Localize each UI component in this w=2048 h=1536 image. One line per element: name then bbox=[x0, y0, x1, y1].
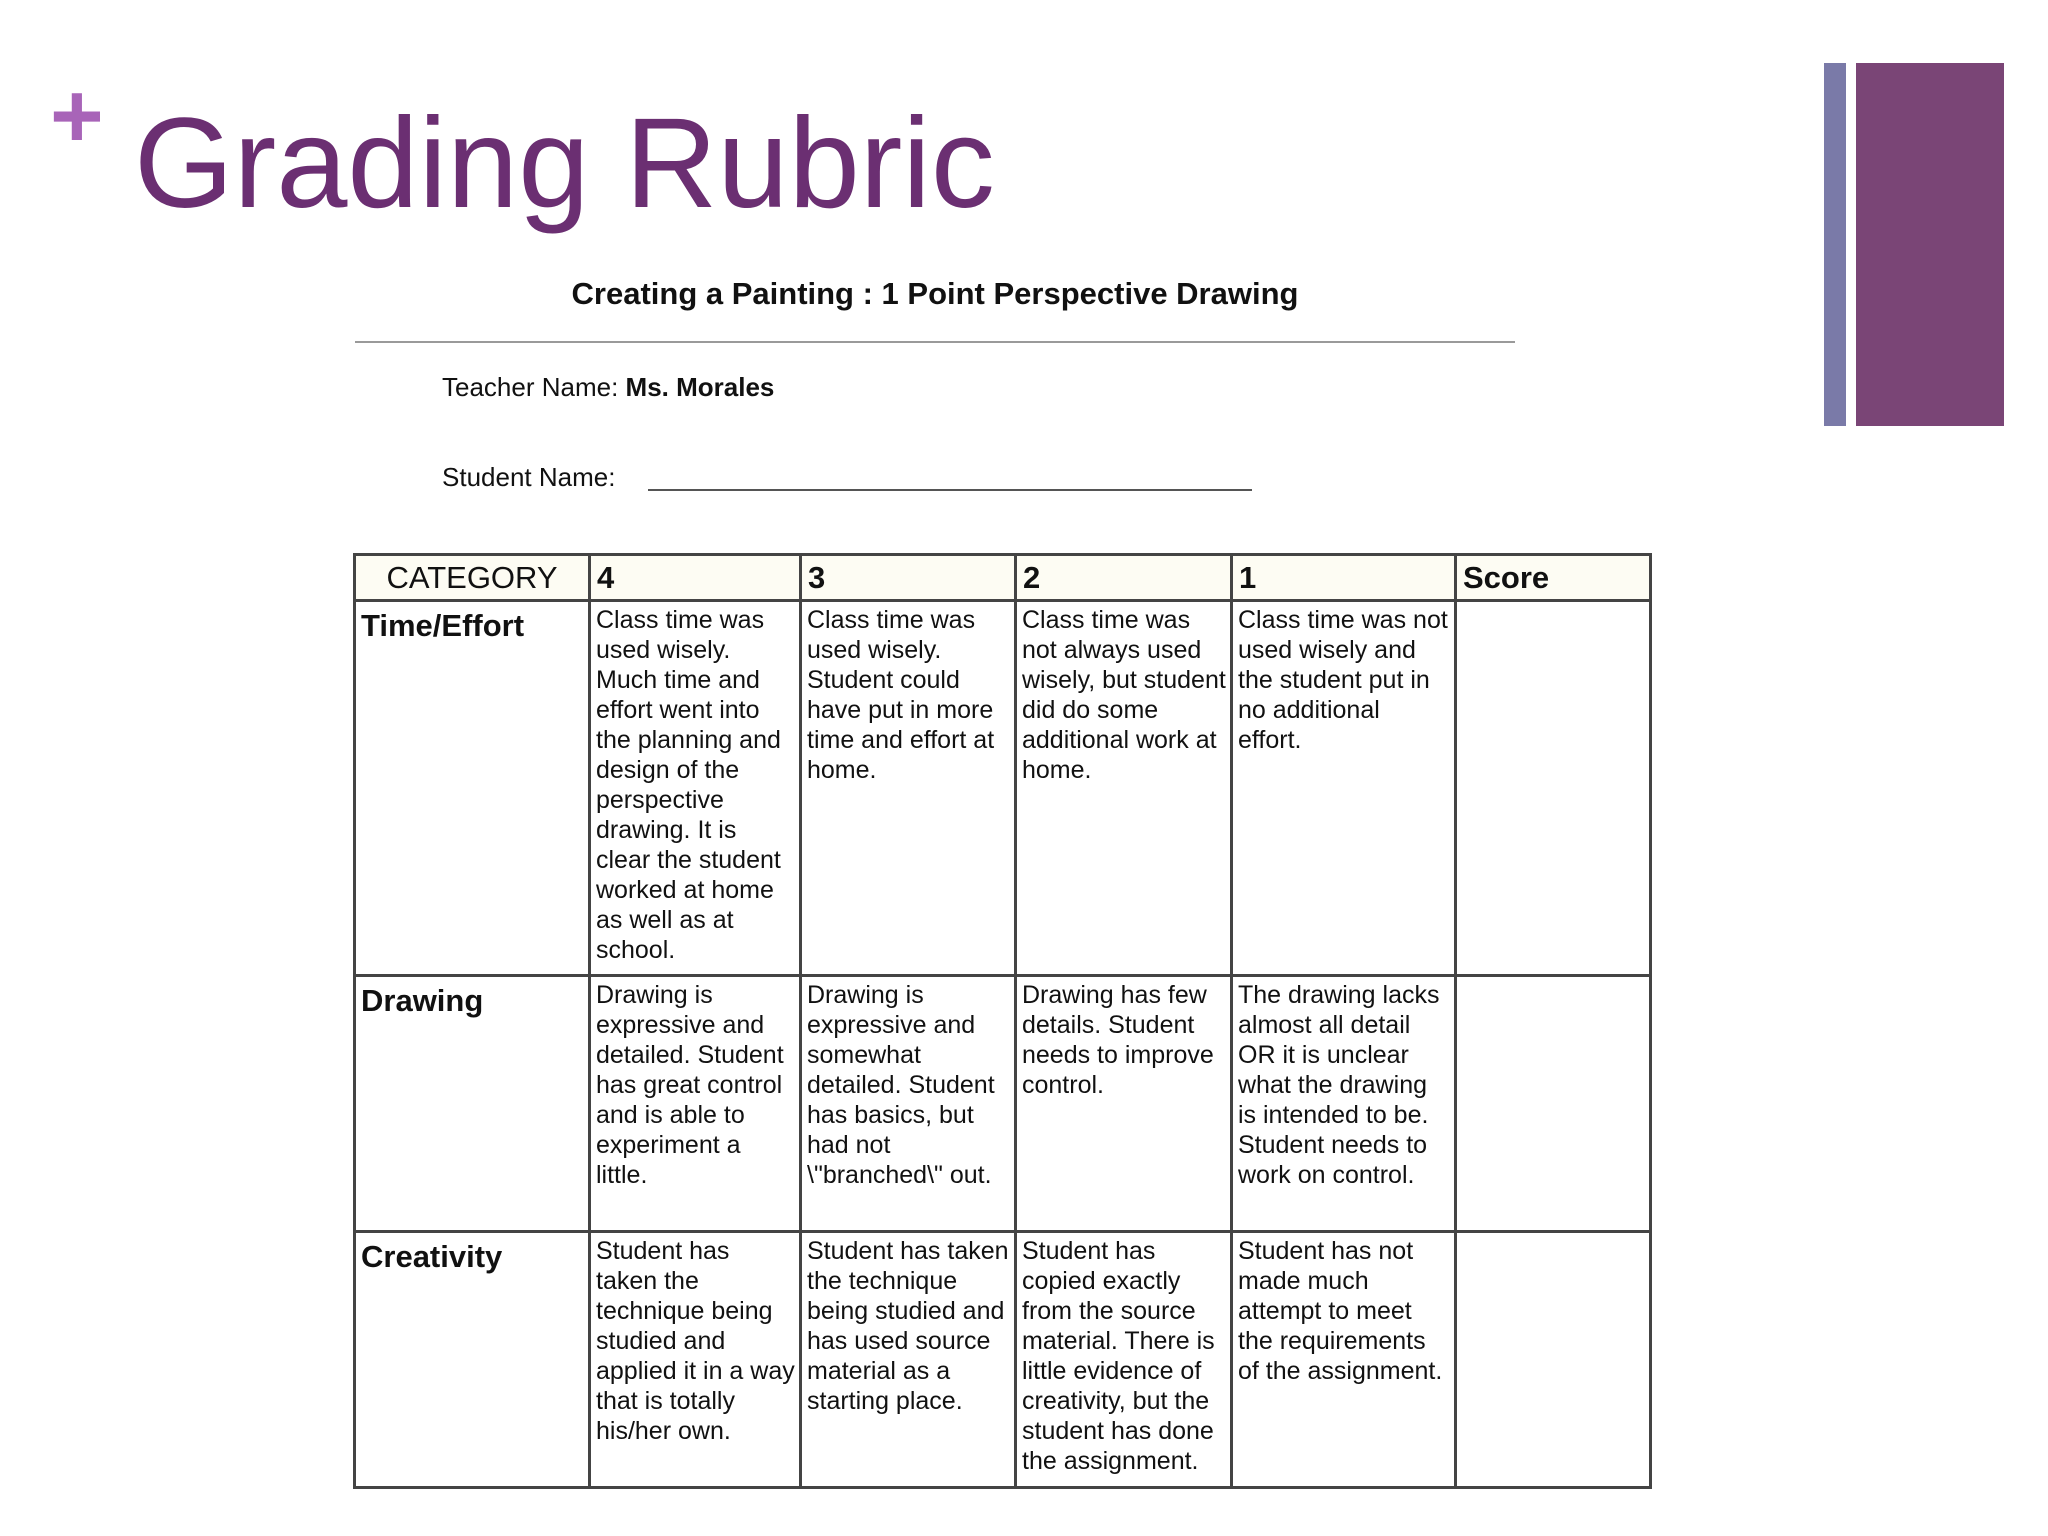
score-cell[interactable] bbox=[1456, 601, 1651, 976]
score-cell[interactable] bbox=[1456, 1232, 1651, 1488]
student-name-label: Student Name: bbox=[442, 462, 616, 492]
criteria-cell-level-3: Drawing is expressive and somewhat detailed. Student has basics, but had not \"branched\" out. bbox=[801, 976, 1016, 1232]
title-divider bbox=[355, 341, 1515, 343]
rubric-table bbox=[353, 553, 1652, 1489]
criteria-cell-level-2: Student has copied exactly from the source material. There is little evidence of creativity, but the student has done the assignment. bbox=[1016, 1232, 1232, 1488]
header-level-4: 4 bbox=[590, 555, 801, 601]
decorative-bar-thick bbox=[1856, 63, 2004, 426]
teacher-name-label: Teacher Name: bbox=[442, 372, 619, 402]
teacher-name-value: Ms. Morales bbox=[625, 372, 775, 402]
category-cell: Creativity bbox=[355, 1232, 590, 1488]
rubric-header-row bbox=[355, 555, 1651, 601]
criteria-cell-level-1: Class time was not used wisely and the student put in no additional effort. bbox=[1232, 601, 1456, 976]
criteria-cell-level-1: Student has not made much attempt to meet the requirements of the assignment. bbox=[1232, 1232, 1456, 1488]
criteria-cell-level-4: Student has taken the technique being studied and applied it in a way that is totally his/her own. bbox=[590, 1232, 801, 1488]
table-row bbox=[355, 1232, 1651, 1488]
table-row bbox=[355, 976, 1651, 1232]
student-name-blank-line bbox=[648, 489, 1252, 491]
table-row bbox=[355, 601, 1651, 976]
criteria-cell-level-3: Student has taken the technique being studied and has used source material as a starting place. bbox=[801, 1232, 1016, 1488]
decorative-bar-thin bbox=[1824, 63, 1846, 426]
header-category: CATEGORY bbox=[355, 555, 590, 601]
header-level-2: 2 bbox=[1016, 555, 1232, 601]
header-level-1: 1 bbox=[1232, 555, 1456, 601]
plus-icon: + bbox=[50, 65, 104, 167]
teacher-name-line bbox=[442, 372, 774, 403]
criteria-cell-level-1: The drawing lacks almost all detail OR it is unclear what the drawing is intended to be. Student needs to work on control. bbox=[1232, 976, 1456, 1232]
header-level-3: 3 bbox=[801, 555, 1016, 601]
document-title: Creating a Painting : 1 Point Perspective Drawing bbox=[571, 276, 1299, 311]
criteria-cell-level-4: Class time was used wisely. Much time and effort went into the planning and design of the perspective drawing. It is clear the student worked at home as well as at school. bbox=[590, 601, 801, 976]
score-cell[interactable] bbox=[1456, 976, 1651, 1232]
slide-title: Grading Rubric bbox=[134, 92, 995, 235]
category-cell: Time/Effort bbox=[355, 601, 590, 976]
criteria-cell-level-3: Class time was used wisely. Student could have put in more time and effort at home. bbox=[801, 601, 1016, 976]
criteria-cell-level-4: Drawing is expressive and detailed. Student has great control and is able to experiment a little. bbox=[590, 976, 801, 1232]
header-score: Score bbox=[1456, 555, 1651, 601]
category-cell: Drawing bbox=[355, 976, 590, 1232]
criteria-cell-level-2: Class time was not always used wisely, but student did do some additional work at home. bbox=[1016, 601, 1232, 976]
criteria-cell-level-2: Drawing has few details. Student needs to improve control. bbox=[1016, 976, 1232, 1232]
